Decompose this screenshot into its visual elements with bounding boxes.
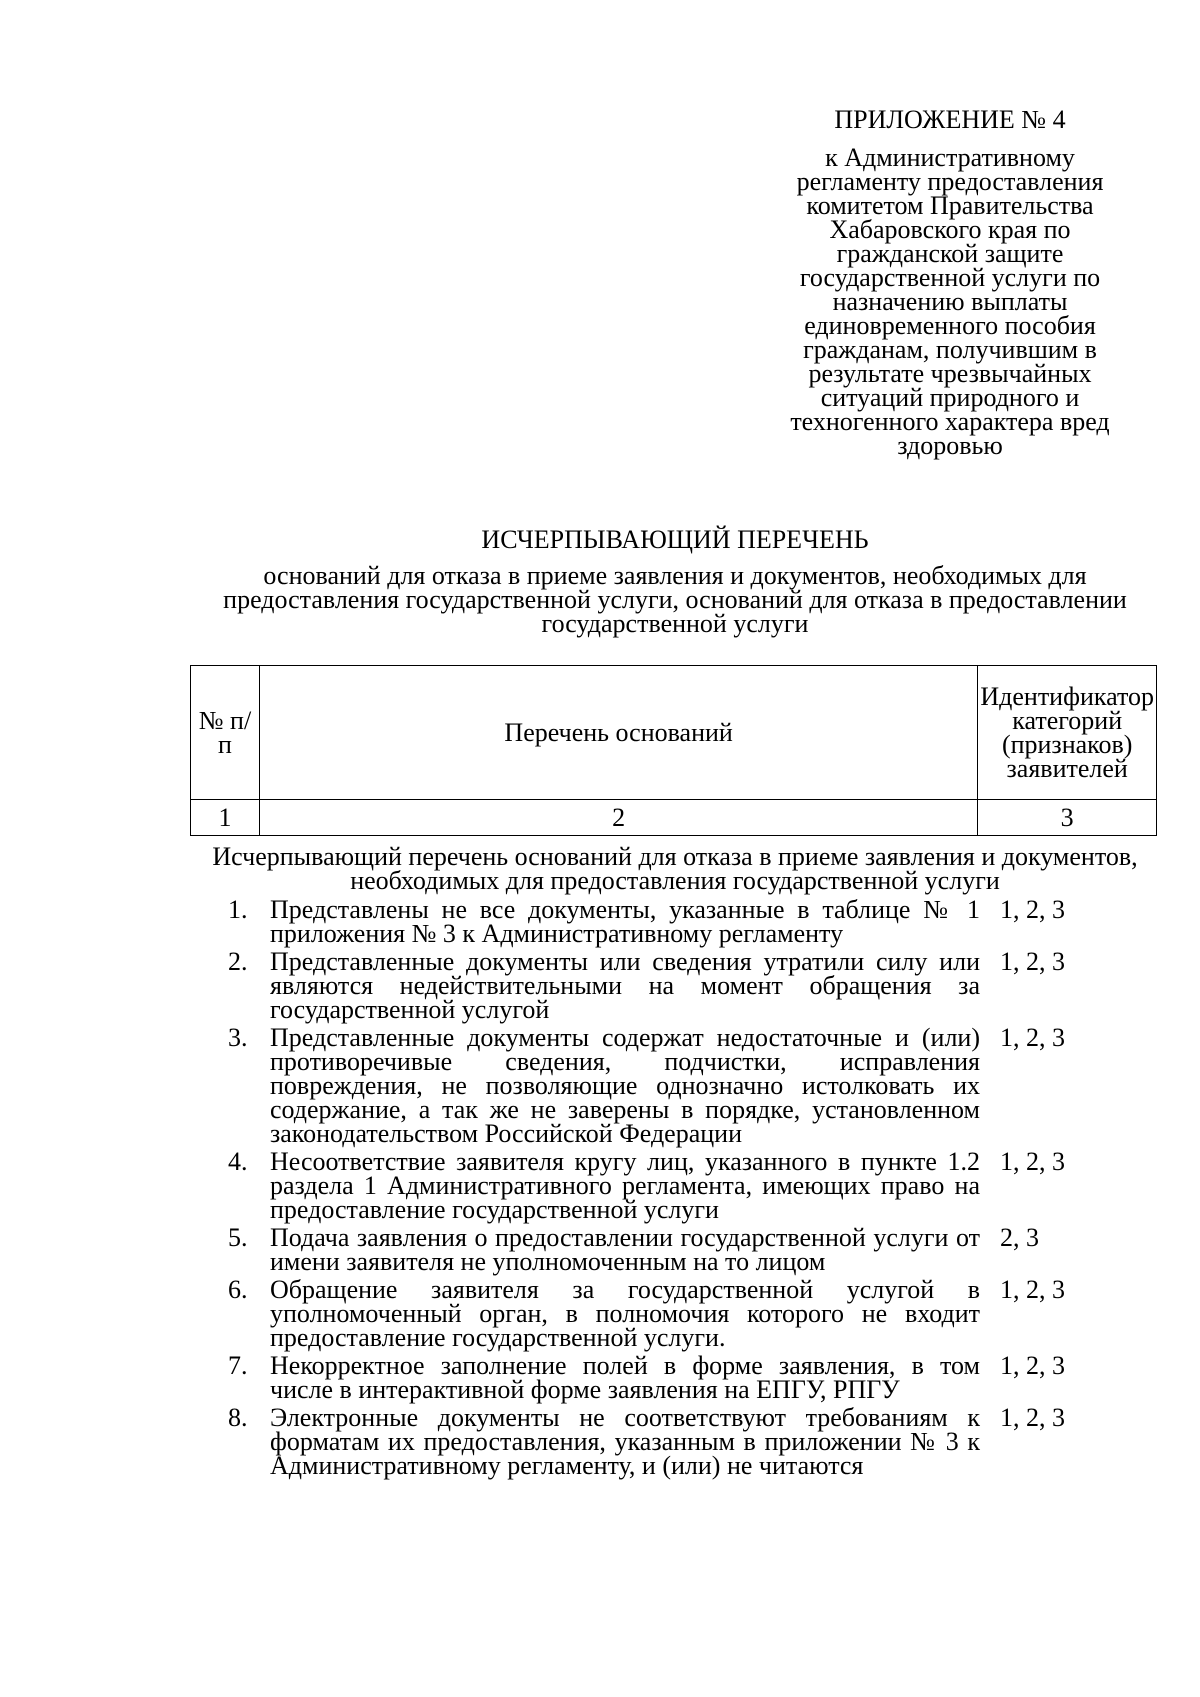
item-text: Представленные документы или сведения утратили силу или являются недействительными на момент обращения за государственной услугой: [270, 947, 980, 1024]
item-number: 6.: [228, 1275, 248, 1304]
item-identifiers: 1, 2, 3: [1000, 1147, 1065, 1176]
item-number: 7.: [228, 1351, 248, 1380]
list-item: [190, 1275, 1160, 1352]
document-title: ИСЧЕРПЫВАЮЩИЙ ПЕРЕЧЕНЬ: [481, 525, 869, 554]
column-number-cell: 1: [191, 800, 260, 836]
item-identifiers: 2, 3: [1000, 1223, 1039, 1252]
list-item: [190, 1403, 1160, 1480]
table-header-row: [191, 666, 1157, 800]
reasons-list: [190, 895, 1160, 1482]
section-heading: Исчерпывающий перечень оснований для отказа в приеме заявления и документов, необходимых для предоставления государственной услуги: [212, 842, 1138, 895]
list-item: [190, 947, 1160, 1024]
list-item: [190, 1023, 1160, 1148]
header-cell-number: № п/п: [191, 666, 260, 800]
column-number-cell: 3: [978, 800, 1157, 836]
item-number: 4.: [228, 1147, 248, 1176]
list-item: [190, 1223, 1160, 1276]
column-number-cell: 2: [259, 800, 977, 836]
item-identifiers: 1, 2, 3: [1000, 1023, 1065, 1052]
list-item: [190, 895, 1160, 948]
list-item: [190, 1351, 1160, 1404]
item-text: Представлены не все документы, указанные в таблице № 1 приложения № 3 к Административному регламенту: [270, 895, 980, 948]
annex-body: к Административному регламенту предоставления комитетом Правительства Хабаровского края по гражданской защите государственной услуги по назначению выплаты единовременного пособия гражданам, получившим в результате чрезвычайных ситуаций природного и техногенного характера вред здоровью: [790, 143, 1110, 460]
item-identifiers: 1, 2, 3: [1000, 895, 1065, 924]
item-number: 1.: [228, 895, 248, 924]
item-text: Подача заявления о предоставлении государственной услуги от имени заявителя не уполномоченным на то лицом: [270, 1223, 980, 1276]
item-identifiers: 1, 2, 3: [1000, 1275, 1065, 1304]
item-identifiers: 1, 2, 3: [1000, 1403, 1065, 1432]
item-number: 3.: [228, 1023, 248, 1052]
header-cell-identifier: Идентификатор категорий (признаков) заявителей: [978, 666, 1157, 800]
header-cell-reasons: Перечень оснований: [259, 666, 977, 800]
annex-title: ПРИЛОЖЕНИЕ № 4: [834, 105, 1066, 134]
item-identifiers: 1, 2, 3: [1000, 947, 1065, 976]
item-number: 2.: [228, 947, 248, 976]
annex-block: [760, 105, 1140, 460]
document-subtitle: оснований для отказа в приеме заявления и документов, необходимых для предоставления государственной услуги, оснований для отказа в предоставлении государственной услуги: [223, 561, 1127, 638]
item-text: Обращение заявителя за государственной услугой в уполномоченный орган, в полномочия которого не входит предоставление государственной услуги.: [270, 1275, 980, 1352]
table-column-number-row: [191, 800, 1157, 836]
item-number: 8.: [228, 1403, 248, 1432]
header-table: [190, 665, 1157, 836]
item-identifiers: 1, 2, 3: [1000, 1351, 1065, 1380]
list-item: [190, 1147, 1160, 1224]
item-text: Несоответствие заявителя кругу лиц, указанного в пункте 1.2 раздела 1 Административного регламента, имеющих право на предоставление государственной услуги: [270, 1147, 980, 1224]
item-number: 5.: [228, 1223, 248, 1252]
item-text: Некорректное заполнение полей в форме заявления, в том числе в интерактивной форме заявления на ЕПГУ, РПГУ: [270, 1351, 980, 1404]
item-text: Электронные документы не соответствуют требованиям к форматам их предоставления, указанным в приложении № 3 к Административному регламенту, и (или) не читаются: [270, 1403, 980, 1480]
item-text: Представленные документы содержат недостаточные и (или) противоречивые сведения, подчистки, исправления повреждения, не позволяющие однозначно истолковать их содержание, а так же не заверены в порядке, установленном законодательством Российской Федерации: [270, 1023, 980, 1148]
